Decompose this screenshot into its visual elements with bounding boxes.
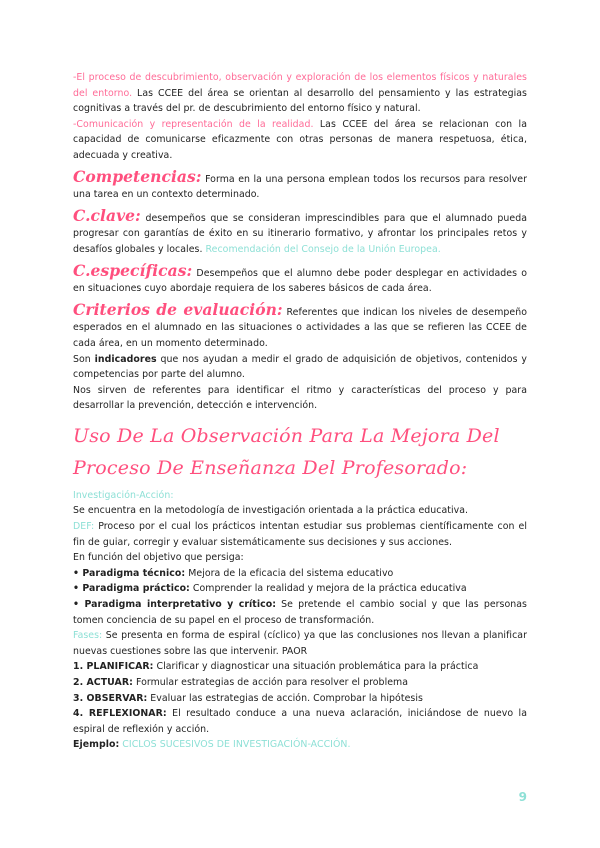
label-entorno: -El proceso de descubrimiento, observación y exploración de los elementos físicos y naturales del entorno. xyxy=(73,72,527,99)
text-competencias: Forma en la una persona emplean todos los recursos para resolver una tarea en un contexto determinado. xyxy=(73,173,527,201)
heading-cclave: C.clave: xyxy=(73,205,141,225)
text-cespecificas: Desempeños que el alumno debe poder desplegar en actividades o en situaciones cuyo abordaje requiera de los saberes básicos de cada área. xyxy=(73,267,527,295)
text-ejemplo: CICLOS SUCESIVOS DE INVESTIGACIÓN-ACCIÓN. xyxy=(119,739,351,751)
text-indicadores-post: que nos ayudan a medir el grado de adquisición de objetivos, contenidos y competencias por parte del alumno. xyxy=(73,353,527,381)
list-item-paradigma: • Paradigma interpretativo y crítico: Se pretende el cambio social y que las personas tomen conciencia de su papel en el proceso de transformación. xyxy=(73,599,527,626)
text-cclave: desempeños que se consideran imprescindibles para que el alumnado pueda progresar con garantías de éxito en su itinerario formativo, y afrontar los principales retos y desafíos globales y locales. xyxy=(73,212,527,255)
text-comunicacion: Las CCEE del área se relacionan con la capacidad de comunicarse eficazmente con otras personas de manera respetuosa, ética, adecuada y creativa. xyxy=(73,118,527,161)
heading-cespecificas: C.específicas: xyxy=(73,260,193,280)
list-item-paradigma: • Paradigma técnico: Mejora de la eficacia del sistema educativo xyxy=(73,567,394,579)
section-title: Uso De La Observación Para La Mejora Del Proceso De Enseñanza Del Profesorado: xyxy=(73,424,500,479)
paragraph-comunicacion xyxy=(73,117,527,164)
paragraph-cclave xyxy=(73,205,527,258)
paragraph-referentes: Nos sirven de referentes para identificar el ritmo y características del proceso y para desarrollar la prevención, detección e intervención. xyxy=(73,384,527,412)
note-cclave: Recomendación del Consejo de la Unión Europea. xyxy=(202,243,441,255)
label-investigacion-accion: Investigación-Acción: xyxy=(73,489,174,501)
label-def: DEF: xyxy=(73,521,95,533)
text-indicadores-pre: Son xyxy=(73,353,95,365)
paragraph-competencias xyxy=(73,166,527,203)
label-ejemplo: Ejemplo: xyxy=(73,739,120,751)
paragraph-objetivo: En función del objetivo que persiga: xyxy=(73,552,244,564)
page-number: 9 xyxy=(518,790,527,804)
paragraph-fases xyxy=(73,628,527,659)
paragraph-def xyxy=(73,519,527,550)
heading-criterios: Criterios de evaluación: xyxy=(73,299,283,319)
list-item-paradigma: • Paradigma práctico: Comprender la realidad y mejora de la práctica educativa xyxy=(73,583,467,595)
list-item-step: 1. PLANIFICAR: Clarificar y diagnosticar una situación problemática para la práctica xyxy=(73,661,479,673)
list-item-step: 2. ACTUAR: Formular estrategias de acción para resolver el problema xyxy=(73,677,409,688)
paragraph-entorno xyxy=(73,70,527,117)
paragraph-ia-intro: Se encuentra en la metodología de investigación orientada a la práctica educativa. xyxy=(73,505,469,517)
list-item-step: 4. REFLEXIONAR: El resultado conduce a una nueva aclaración, iniciándose de nuevo la espiral de reflexión y acción. xyxy=(73,708,527,735)
paragraph-criterios xyxy=(73,299,527,352)
label-fases: Fases: xyxy=(73,630,103,642)
text-fases: Se presenta en forma de espiral (cíclico) ya que las conclusiones nos llevan a planificar nuevas cuestiones sobre las que intervenir. PAOR xyxy=(73,630,527,657)
text-entorno: Las CCEE del área se orientan al desarrollo del pensamiento y las estrategias cognitivas a través del pr. de descubrimiento del entorno físico y natural. xyxy=(73,87,527,115)
label-comunicacion: -Comunicación y representación de la realidad. xyxy=(73,118,314,130)
heading-competencias: Competencias: xyxy=(73,166,202,186)
paragraph-ejemplo xyxy=(73,737,527,753)
list-item-step: 3. OBSERVAR: Evaluar las estrategias de acción. Comprobar la hipótesis xyxy=(73,692,423,704)
paragraph-cespecificas xyxy=(73,260,527,297)
text-def: Proceso por el cual los prácticos intentan estudiar sus problemas científicamente con el fin de guiar, corregir y evaluar sistemáticamente sus decisiones y sus acciones. xyxy=(73,521,527,548)
text-criterios: Referentes que indican los niveles de desempeño esperados en el alumnado en las situaciones o actividades a las que se refieren las CCEE de cada área, en un momento determinado. xyxy=(73,306,527,349)
paragraph-indicadores xyxy=(73,352,527,383)
text-indicadores-bold: indicadores xyxy=(94,353,157,365)
